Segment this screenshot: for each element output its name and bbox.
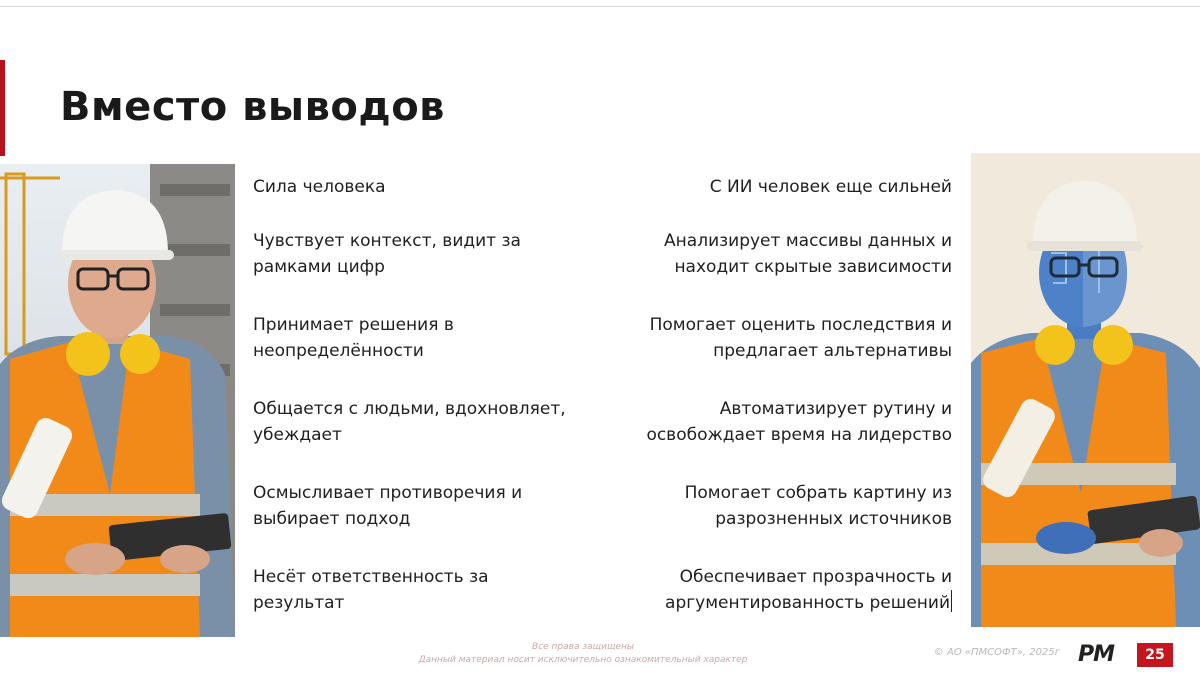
construction-engineer-photo <box>0 164 235 637</box>
footer-copyright: © АО «ПМСОФТ», 2025г <box>933 647 1060 658</box>
slide-title: Вместо выводов <box>60 84 445 130</box>
list-item: Обеспечивает прозрачность и аргументированность решений <box>665 567 952 613</box>
ai-strengths-heading: С ИИ человек еще сильней <box>709 177 952 197</box>
list-item: Общается с людьми, вдохновляет, убеждает <box>253 399 566 445</box>
list-item: Чувствует контекст, видит за рамками цифр <box>253 231 521 277</box>
ai-cyborg-engineer-illustration <box>971 153 1200 627</box>
title-accent-bar <box>0 60 5 156</box>
ai-strengths-column[interactable] <box>600 174 952 648</box>
pm-logo: PM <box>1078 642 1115 667</box>
list-item: Принимает решения в неопределённости <box>253 315 454 361</box>
human-strengths-column <box>253 174 613 648</box>
human-strengths-heading: Сила человека <box>253 177 386 197</box>
list-item: Осмысливает противоречия и выбирает подход <box>253 483 523 529</box>
list-item: Помогает собрать картину из разрозненных источников <box>684 483 952 529</box>
list-item: Автоматизирует рутину и освобождает время на лидерство <box>646 399 952 445</box>
page-number-badge: 25 <box>1137 643 1173 667</box>
list-item: Анализирует массивы данных и находит скрытые зависимости <box>664 231 952 277</box>
text-cursor <box>951 590 952 612</box>
footer-rights: Все права защищены Данный материал носит исключительно ознакомительный характер <box>418 642 748 665</box>
top-divider <box>0 6 1200 7</box>
list-item: Помогает оценить последствия и предлагает альтернативы <box>649 315 952 361</box>
list-item: Несёт ответственность за результат <box>253 567 489 613</box>
